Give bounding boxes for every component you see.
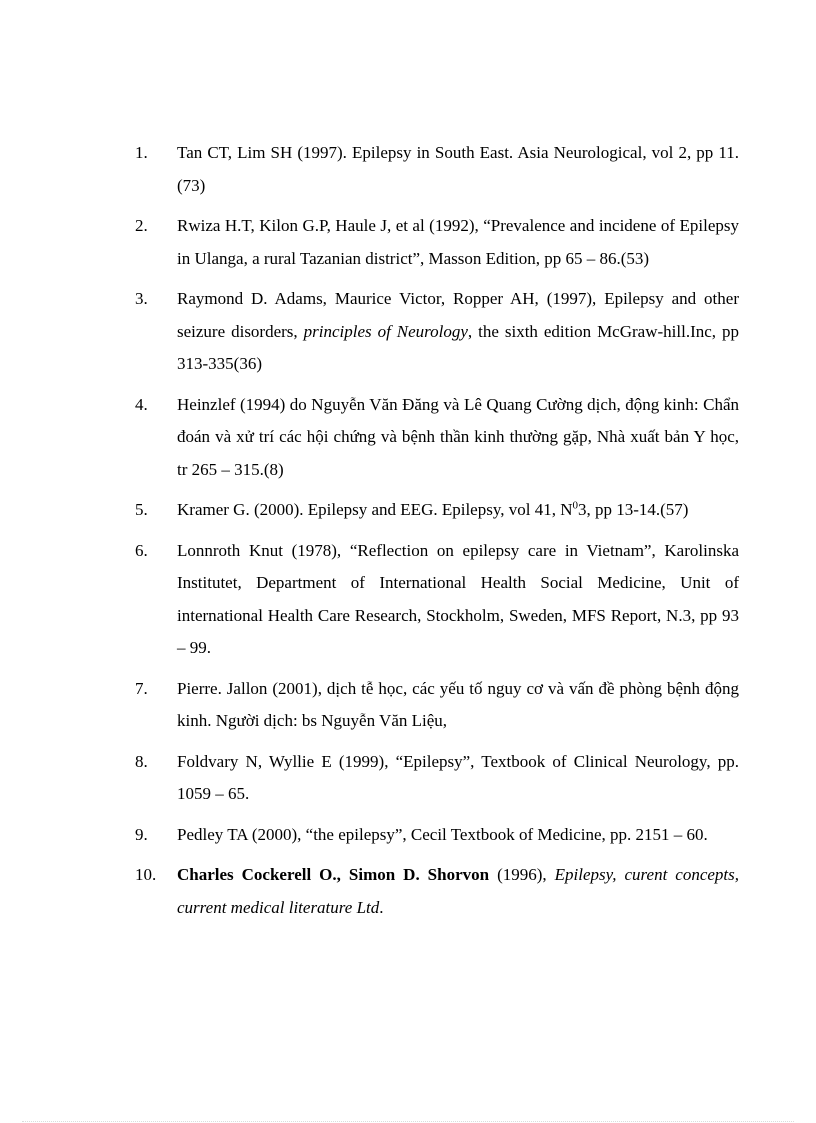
reference-number: 3. [135,289,148,308]
reference-segment: Charles Cockerell O., Simon D. Shorvon [177,865,490,884]
reference-item [135,746,739,811]
reference-item [135,673,739,738]
reference-segment: 3, pp 13-14.(57) [577,500,689,519]
reference-item [135,210,739,275]
reference-segment: , the sixth edition McGraw-hill.Inc, pp 313-335(36) [177,321,739,373]
reference-item [135,819,739,852]
reference-text [177,859,739,924]
reference-item [135,137,739,202]
reference-segment: Tan CT, Lim SH (1997). Epilepsy in South East. Asia Neurological, vol 2, pp 11.(73) [177,143,739,195]
reference-text [177,673,739,738]
reference-segment: Lonnroth Knut (1978), “Reflection on epilepsy care in Vietnam”, Karolinska Institutet, Department of International Health Social Medicine, Unit of international Health Care Research, Stockholm, Sweden, MFS Report, N.3, pp 93 – 99. [177,540,739,657]
reference-segment: Pedley TA (2000), “the epilepsy”, Cecil Textbook of Medicine, pp. 2151 – 60. [177,824,708,844]
reference-item [135,494,739,527]
reference-number: 1. [135,143,148,162]
reference-item [135,283,739,381]
reference-list [135,137,739,932]
reference-text [177,819,739,852]
reference-number: 2. [135,216,148,235]
reference-item [135,535,739,665]
reference-segment: Heinzlef (1994) do Nguyễn Văn Đăng và Lê Quang Cường dịch, động kinh: Chẩn đoán và xử trí các hội chứng và bệnh thần kinh thường gặp, Nhà xuất bản Y học, tr 265 – 315.(8) [177,394,739,479]
reference-segment: Pierre. Jallon (2001), dịch tễ học, các yếu tố nguy cơ và vấn đề phòng bệnh động kinh. Người dịch: bs Nguyễn Văn Liệu, [177,678,739,730]
reference-text [177,283,739,381]
reference-segment: Raymond D. Adams, Maurice Victor, Ropper AH, (1997), Epilepsy and other seizure disorders, [177,289,739,341]
reference-segment: (1996), [489,865,555,884]
page-bottom-divider [22,1121,794,1122]
reference-segment: Foldvary N, Wyllie E (1999), “Epilepsy”, Textbook of Clinical Neurology, pp. 1059 – 65. [177,751,739,803]
reference-number: 7. [135,678,148,698]
reference-text [177,389,739,487]
reference-text [177,746,739,811]
reference-text [177,494,739,527]
reference-number: 5. [135,500,148,519]
reference-segment: principles of Neurology [303,321,468,341]
reference-segment: Rwiza H.T, Kilon G.P, Haule J, et al (1992), “Prevalence and incidene of Epilepsy in Ulanga, a rural Tazanian district”, Masson Edition, pp 65 – 86.(53) [177,216,739,268]
reference-number: 6. [135,540,148,560]
reference-number: 4. [135,394,148,414]
reference-segment: 0 [572,499,578,512]
reference-segment: . [379,897,384,917]
reference-segment: Epilepsy, curent concepts, current medical literature Ltd [177,865,740,917]
reference-item [135,859,739,924]
reference-number: 10. [135,865,157,884]
reference-text [177,137,739,202]
reference-text [177,210,739,275]
reference-item [135,389,739,487]
reference-segment: Kramer G. (2000). Epilepsy and EEG. Epilepsy, vol 41, N [177,500,573,519]
reference-number: 8. [135,751,148,771]
reference-number: 9. [135,824,148,844]
reference-text [177,535,739,665]
